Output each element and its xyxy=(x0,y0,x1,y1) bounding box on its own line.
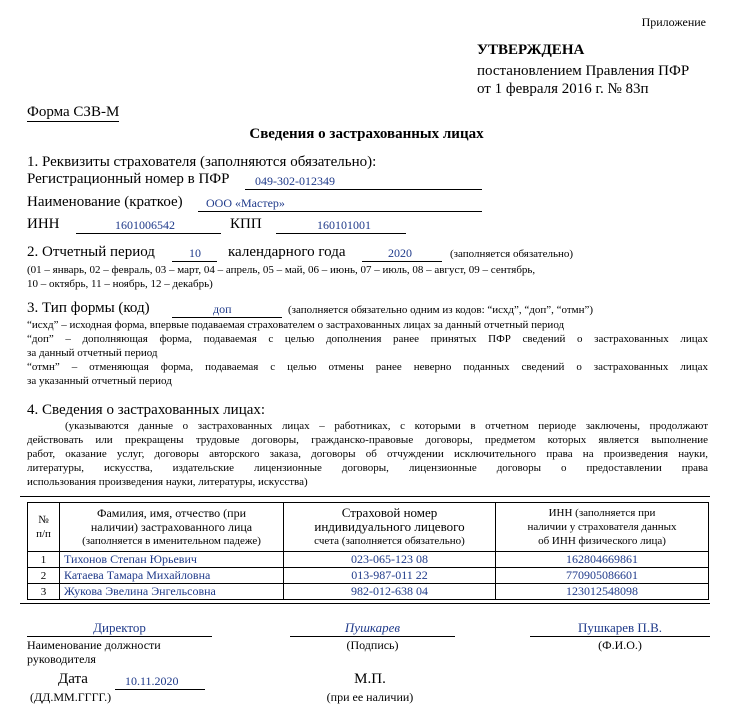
dop-desc-2: за данный отчетный период xyxy=(27,347,158,359)
form-type-note: (заполняется обязательно одним из кодов: “исхд”, “доп”, “отмн”) xyxy=(288,304,594,316)
table-row xyxy=(28,568,709,584)
approved-label: УТВЕРЖДЕНА xyxy=(477,42,585,58)
col-header-num: № п/п xyxy=(28,503,60,552)
row-snils: 982-012-638 04 xyxy=(284,584,496,600)
signature-label: (Подпись) xyxy=(346,638,399,652)
position-label-1: Наименование должности xyxy=(27,638,161,652)
decree-line-2: от 1 февраля 2016 г. № 83п xyxy=(477,81,649,97)
period-label: 2. Отчетный период xyxy=(27,244,155,260)
inn-value: 1601006542 xyxy=(115,218,175,232)
row-num: 2 xyxy=(28,568,60,584)
fio-label: (Ф.И.О.) xyxy=(598,638,642,652)
row-inn: 162804669861 xyxy=(496,552,709,568)
insured-persons-table xyxy=(27,502,709,600)
table-frame-top xyxy=(20,496,710,497)
col-header-name: Фамилия, имя, отчество (при наличии) застрахованного лица (заполняется в именительном падеже) xyxy=(60,503,284,552)
period-mandatory-note: (заполняется обязательно) xyxy=(450,248,574,260)
table-frame-bottom xyxy=(20,603,710,604)
section1-heading: 1. Реквизиты страхователя (заполняются обязательно): xyxy=(27,154,377,170)
section4-line-4: литературы, искусства, издательские лицензионные договоры, лицензионные договоры о предоставлении права xyxy=(27,462,708,474)
row-inn: 770905086601 xyxy=(496,568,709,584)
form-type-value: доп xyxy=(213,302,232,316)
months-legend-2: 10 – октябрь, 11 – ноябрь, 12 – декабрь) xyxy=(27,278,213,290)
kpp-label: КПП xyxy=(230,216,262,232)
position-label-2: руководителя xyxy=(27,652,96,666)
row-snils: 023-065-123 08 xyxy=(284,552,496,568)
position-line xyxy=(27,636,212,637)
row-num: 1 xyxy=(28,552,60,568)
year-value: 2020 xyxy=(388,246,412,260)
date-value: 10.11.2020 xyxy=(125,674,179,688)
row-snils: 013-987-011 22 xyxy=(284,568,496,584)
kpp-line xyxy=(276,233,406,234)
section4-line-2: действовать или прекращены трудовые договоры, гражданско-правовые договоры, предметом которых является выполнение xyxy=(27,434,708,446)
table-row xyxy=(28,552,709,568)
form-type-descriptions xyxy=(27,318,708,388)
row-name: Катаева Тамара Михайловна xyxy=(60,568,284,584)
dop-desc-1: “доп” – дополняющая форма, подаваемая с целью дополнения ранее принятых ПФР сведений о застрахованных лицах xyxy=(27,333,708,345)
fio-line xyxy=(530,636,710,637)
col-header-snils: Страховой номер индивидуального лицевого счета (заполняется обязательно) xyxy=(284,503,496,552)
stamp-note: (при ее наличии) xyxy=(326,690,414,704)
appendix-label: Приложение xyxy=(641,15,706,29)
signature-value: Пушкарев xyxy=(344,620,401,635)
date-format: (ДД.ММ.ГГГГ.) xyxy=(30,690,112,704)
org-name-value: ООО «Мастер» xyxy=(206,196,285,210)
kpp-value: 160101001 xyxy=(317,218,371,232)
signature-line xyxy=(290,636,455,637)
section4-line-1: (указываются данные о застрахованных лицах – работниках, с которыми в отчетном периоде заключены, продолжают xyxy=(65,420,708,432)
org-name-line xyxy=(198,211,482,212)
row-inn: 123012548098 xyxy=(496,584,709,600)
section4-heading: 4. Сведения о застрахованных лицах: xyxy=(27,402,266,418)
row-num: 3 xyxy=(28,584,60,600)
year-line xyxy=(362,261,442,262)
stamp-label: М.П. xyxy=(354,671,386,687)
otmn-desc-2: за указанный отчетный период xyxy=(27,375,172,387)
decree-line-1: постановлением Правления ПФР xyxy=(477,63,690,79)
period-line xyxy=(172,261,217,262)
date-label: Дата xyxy=(58,671,88,687)
section4-description xyxy=(27,419,708,489)
fio-value: Пушкарев П.В. xyxy=(577,620,662,635)
org-name-label: Наименование (краткое) xyxy=(27,194,183,210)
section4-line-5: использования произведения науки, литературы, искусства) xyxy=(27,476,308,488)
row-name: Тихонов Степан Юрьевич xyxy=(60,552,284,568)
section4-line-3: работ, оказание услуг, договоры авторского заказа, договоры об отчуждении исключительного права на произведения науки, xyxy=(27,448,708,460)
form-code: Форма СЗВ-М xyxy=(27,104,120,120)
page-title: Сведения о застрахованных лицах xyxy=(249,126,484,142)
reg-number-line xyxy=(245,189,482,190)
reg-number-value: 049-302-012349 xyxy=(255,174,335,188)
col-header-inn: ИНН (заполняется при наличии у страхователя данных об ИНН физического лица) xyxy=(496,503,709,552)
inn-label: ИНН xyxy=(27,216,60,232)
reg-number-label: Регистрационный номер в ПФР xyxy=(27,171,230,187)
year-label: календарного года xyxy=(228,244,346,260)
inn-line xyxy=(76,233,221,234)
otmn-desc-1: “отмн” – отменяющая форма, подаваемая с целью отмены ранее неверно поданных сведений о застрахованных лицах xyxy=(27,361,708,373)
table-header-row xyxy=(28,503,709,552)
row-name: Жукова Эвелина Энгельсовна xyxy=(60,584,284,600)
date-line xyxy=(115,689,205,690)
form-type-label: 3. Тип формы (код) xyxy=(27,300,150,316)
period-value: 10 xyxy=(189,246,201,260)
ishd-desc: “исхд” – исходная форма, впервые подаваемая страхователем о застрахованных лицах за данный отчетный период xyxy=(27,319,565,331)
months-legend-1: (01 – январь, 02 – февраль, 03 – март, 04 – апрель, 05 – май, 06 – июнь, 07 – июль, 08 – август, 09 – сентябрь, xyxy=(27,264,536,276)
table-row xyxy=(28,584,709,600)
position-value: Директор xyxy=(93,620,146,635)
